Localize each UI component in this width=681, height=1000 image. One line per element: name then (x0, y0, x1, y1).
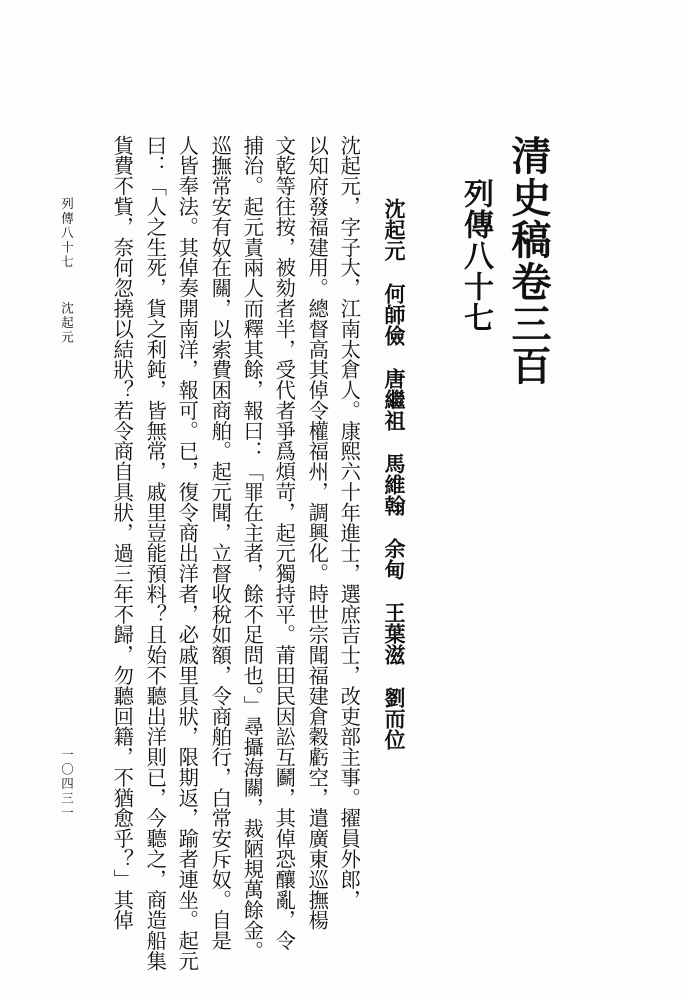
body-text-column: 巡撫常安有奴在關，以索費困商舶。起元聞，立督收稅如額，令商舶行，白常安斥奴。自是 (208, 135, 233, 951)
body-text-column: 貨費不貲，奈何忽撓以結狀？若令商自具狀，過三年不歸，勿聽回籍，不猶愈乎？」其倬 (110, 135, 135, 931)
running-title: 列傳八十七 (59, 197, 75, 270)
body-text-column: 捕治。起元責兩人而釋其餘，報曰：「罪在主者，餘不足問也。」尋攝海關，裁陋規萬餘金。 (240, 135, 265, 961)
body-text-column: 人皆奉法。其倬奏開南洋，報可。已，復令商出洋者，必戚里具狀，限期返，踰者連坐。起元 (175, 135, 200, 971)
biography-name: 余甸 (382, 538, 407, 580)
body-text-column: 曰：「人之生死，貨之利鈍，皆無常，戚里豈能預料？且始不聽出洋則已，今聽之，商造船集 (143, 135, 168, 971)
page-number: 一〇四三一 (59, 748, 75, 821)
biography-name: 劉而位 (382, 687, 407, 750)
biography-names (384, 198, 405, 772)
biography-name: 何師儉 (382, 283, 407, 346)
book-title: 清史稿卷三百 (505, 135, 552, 387)
biography-name: 唐繼祖 (382, 368, 407, 431)
biography-name: 王葉滋 (382, 602, 407, 665)
running-header (60, 197, 73, 345)
body-text-column: 以知府發福建用。總督高其倬令權福州，調興化。時世宗聞福建倉穀虧空，遣廣東巡撫楊 (305, 135, 330, 931)
body-text-column: 沈起元，字子大，江南太倉人。康熙六十年進士，選庶吉士，改吏部主事。擢員外郎， (337, 135, 362, 910)
biography-name: 馬維翰 (382, 453, 407, 516)
running-name: 沈起元 (59, 301, 75, 345)
chapter-title: 列傳八十七 (458, 178, 493, 333)
biography-name: 沈起元 (382, 198, 407, 261)
body-text-column: 文乾等往按，被劾者半，受代者爭爲煩苛，起元獨持平。莆田民因訟互鬬，其倬恐釀亂，令 (272, 135, 297, 951)
